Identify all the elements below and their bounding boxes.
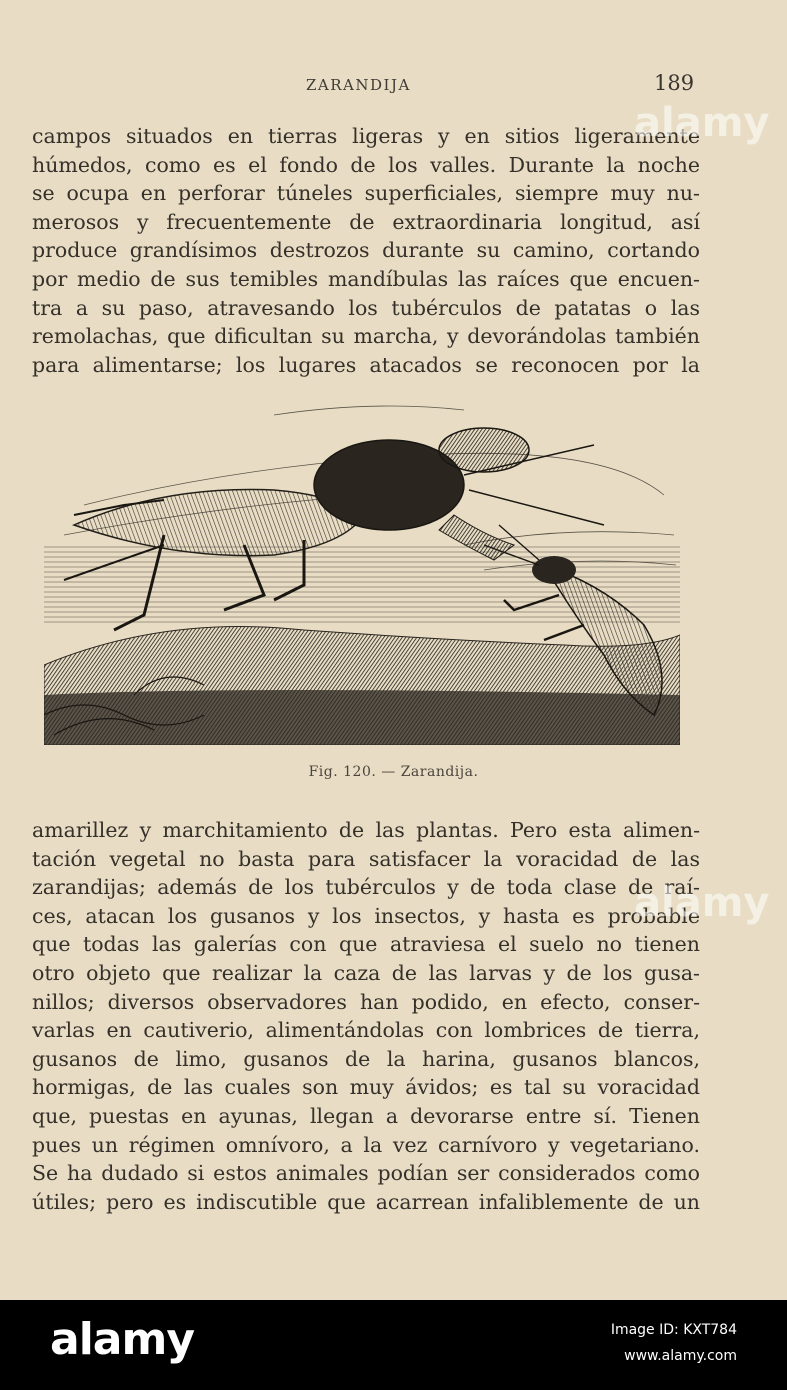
text-line: amarillez y marchitamiento de las plantas. Pero esta alimen- <box>32 818 700 842</box>
text-line: hormigas, de las cuales son muy ávidos; es tal su voracidad <box>32 1075 700 1100</box>
text-line: remolachas, que dificultan su marcha, y devorándolas también <box>32 324 700 349</box>
text-line: para alimentarse; los lugares atacados se reconocen por la <box>32 352 700 377</box>
page-number: 189 <box>654 71 695 95</box>
text-line: por medio de sus temibles mandíbulas las raíces que encuen- <box>32 266 700 291</box>
text-line: zarandijas; además de los tubérculos y de toda clase de raí- <box>32 875 700 900</box>
text-line: campos situados en tierras ligeras y en sitios ligeramente <box>32 124 700 148</box>
figure-caption: Fig. 120. — Zarandija. <box>308 764 479 780</box>
alamy-logo: alamy <box>50 1314 194 1365</box>
image-id: Image ID: KXT784 <box>610 1322 737 1338</box>
watermark: alamy <box>634 100 770 146</box>
stock-footer-bar <box>0 1300 787 1390</box>
text-line: nillos; diversos observadores han podido, en efecto, conser- <box>32 989 700 1014</box>
watermark: alamy <box>634 880 770 926</box>
text-line: pues un régimen omnívoro, a la vez carnívoro y vegetariano. <box>32 1132 700 1157</box>
text-line: produce grandísimos destrozos durante su camino, cortando <box>32 238 700 263</box>
paragraph-bottom <box>32 816 700 1216</box>
text-line: merosos y frecuentemente de extraordinaria longitud, así <box>32 209 700 234</box>
mole-cricket-engraving <box>44 395 680 745</box>
paragraph-top <box>32 122 700 379</box>
text-line: Se ha dudado si estos animales podían ser considerados como <box>32 1161 700 1186</box>
text-line: gusanos de limo, gusanos de la harina, gusanos blancos, <box>32 1046 700 1071</box>
footer-url: www.alamy.com <box>624 1348 737 1364</box>
text-line: útiles; pero es indiscutible que acarrean infaliblemente de un <box>32 1189 700 1214</box>
running-head <box>0 71 787 98</box>
text-line: otro objeto que realizar la caza de las larvas y de los gusa- <box>32 960 700 985</box>
text-line: que, puestas en ayunas, llegan a devorarse entre sí. Tienen <box>32 1103 700 1128</box>
text-line: que todas las galerías con que atraviesa el suelo no tienen <box>32 932 700 957</box>
text-line: ces, atacan los gusanos y los insectos, y hasta es probable <box>32 903 700 928</box>
text-line: varlas en cautiverio, alimentándolas con lombrices de tierra, <box>32 1018 700 1043</box>
text-line: tra a su paso, atravesando los tubérculos de patatas o las <box>32 295 700 320</box>
running-title: ZARANDIJA <box>306 76 411 94</box>
text-line: húmedos, como es el fondo de los valles. Durante la noche <box>32 152 700 177</box>
text-line: tación vegetal no basta para satisfacer la voracidad de las <box>32 846 700 871</box>
text-line: se ocupa en perforar túneles superficiales, siempre muy nu- <box>32 181 700 206</box>
